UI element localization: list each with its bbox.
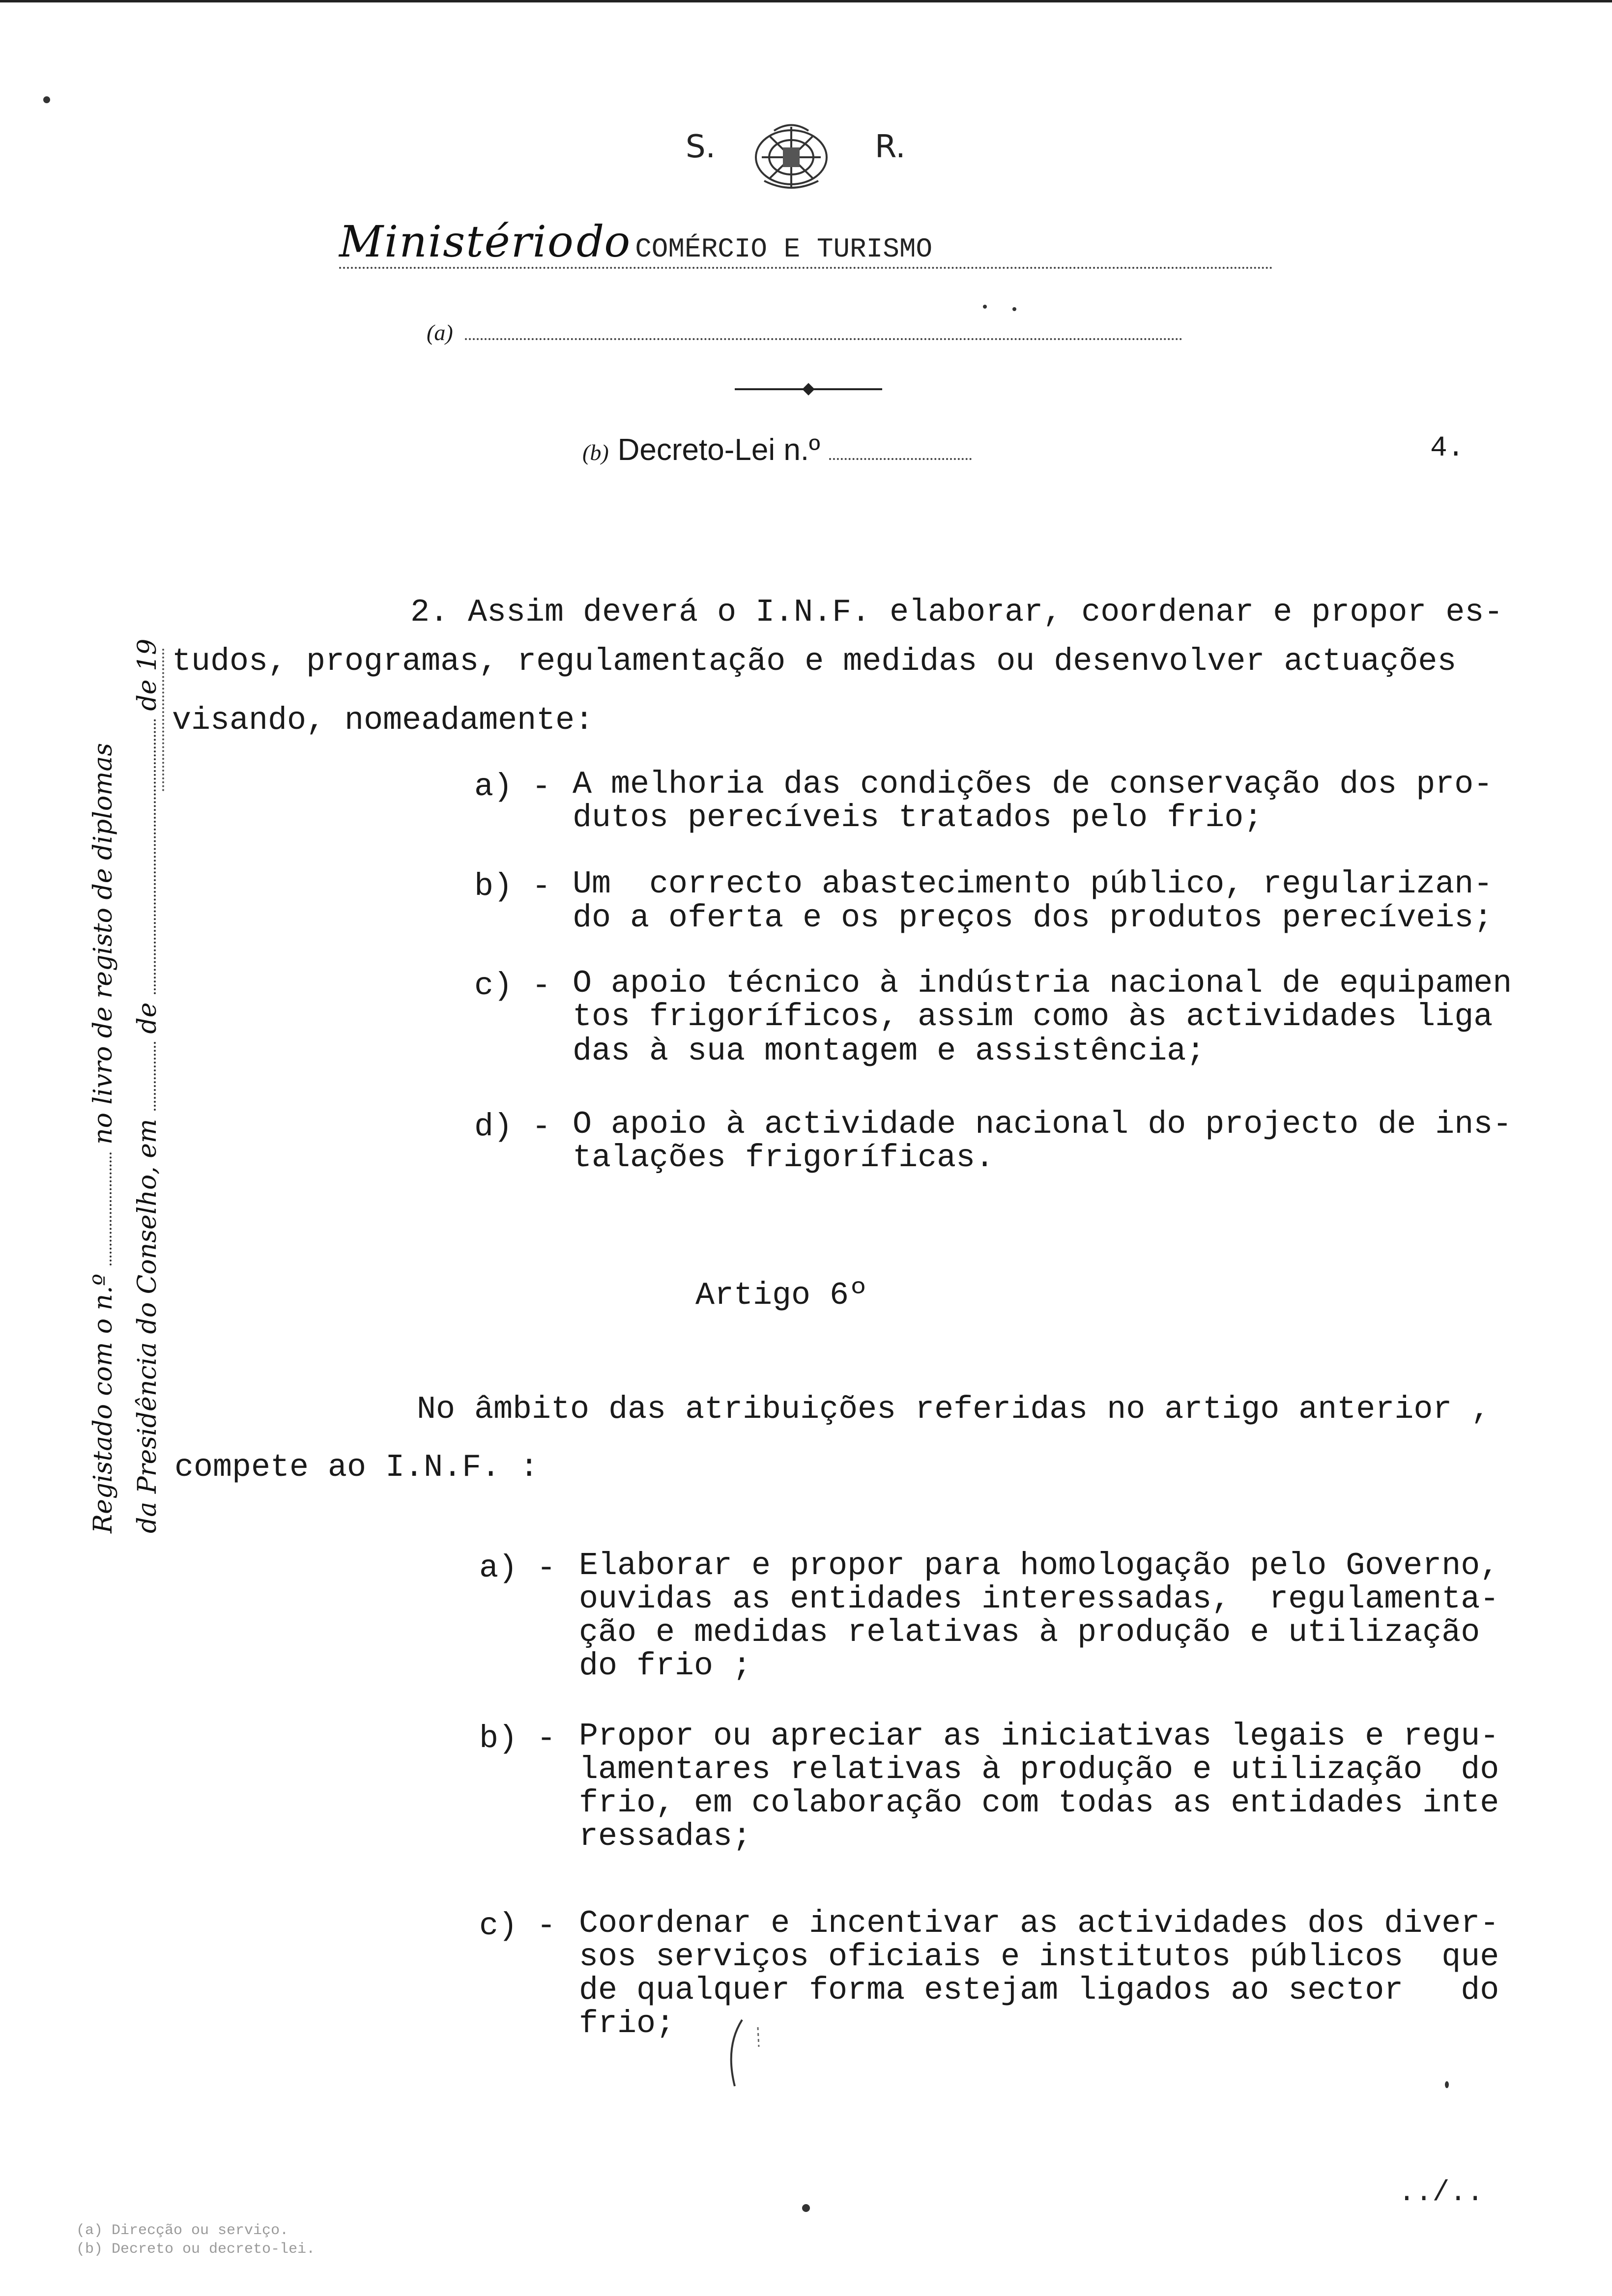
coat-of-arms-icon: [745, 117, 838, 196]
section2-line1: 2. Assim deverá o I.N.F. elaborar, coordenar e propor es-: [410, 594, 1503, 631]
footnote-a: (a) Direcção ou serviço.: [76, 2222, 289, 2239]
footnotes: [76, 2221, 315, 2259]
margin-row1: [88, 743, 118, 1533]
scan-speck: [1012, 307, 1016, 311]
margin-row1-b: no livro de registo de diplomas: [88, 743, 118, 1145]
top-border: [0, 0, 1612, 2]
label-a: (a): [427, 320, 453, 345]
art-item-a-label: a) -: [479, 1550, 556, 1586]
s2-item-c-line2: tos frigoríficos, assim como às actividades liga: [573, 999, 1493, 1035]
separator-diamond-icon: [802, 383, 814, 395]
s2-item-b-label: b) -: [474, 868, 551, 905]
page-number: 4.: [1430, 432, 1465, 464]
art-item-a-line4: do frio ;: [579, 1648, 752, 1684]
art-item-c-line3: de qualquer forma estejam ligados ao sector do: [579, 1972, 1499, 2009]
art-item-c-line2: sos serviços oficiais e institutos públicos que: [579, 1939, 1499, 1975]
ministry-word: Ministério: [339, 216, 575, 267]
art-item-c-label: c) -: [479, 1908, 556, 1944]
s2-item-d-label: d) -: [474, 1109, 551, 1145]
s2-item-c-line1: O apoio técnico à indústria nacional de equipamen: [573, 965, 1512, 1002]
s2-item-a-line1: A melhoria das condições de conservação dos pro-: [573, 766, 1493, 803]
margin-month-blank: [147, 719, 156, 994]
s-letter: S.: [686, 129, 716, 165]
section2-line2: tudos, programas, regulamentação e medidas ou desenvolver actuações: [172, 643, 1457, 680]
scan-speck: [1445, 2081, 1449, 2088]
continuation-mark: ../..: [1398, 2177, 1484, 2209]
s2-item-c-label: c) -: [474, 968, 551, 1004]
s2-item-d-line1: O apoio à actividade nacional do projecto de ins-: [573, 1106, 1512, 1143]
ministry-do: do: [576, 216, 631, 267]
s2-item-a-line2: dutos perecíveis tratados pelo frio;: [573, 800, 1263, 836]
scan-speck: [802, 2204, 810, 2212]
art-item-a-line1: Elaborar e propor para homologação pelo Governo,: [579, 1548, 1499, 1584]
artigo-intro-line2: compete ao I.N.F. :: [174, 1449, 539, 1486]
art-item-c-line4: frio;: [579, 2006, 675, 2042]
handwritten-bracket-mark: [722, 2017, 762, 2091]
margin-row2-c: de 19: [133, 638, 162, 711]
scan-speck: [983, 305, 987, 309]
footnote-b: (b) Decreto ou decreto-lei.: [76, 2241, 316, 2258]
margin-row2-b: de: [133, 1002, 162, 1034]
s2-item-b-line1: Um correcto abastecimento público, regularizan-: [573, 866, 1493, 902]
section2-line3: visando, nomeadamente:: [172, 702, 594, 739]
margin-row2: [133, 639, 162, 1533]
margin-row1-a: Registado com o n.º: [88, 1273, 118, 1533]
art-item-b-line3: frio, em colaboração com todas as entidades inte: [579, 1785, 1499, 1821]
s2-item-b-line2: do a oferta e os preços dos produtos perecíveis;: [573, 900, 1493, 936]
ministry-heading: [339, 216, 1273, 269]
art-item-c-line1: Coordenar e incentivar as actividades dos diver-: [579, 1905, 1499, 1942]
s2-item-d-line2: talações frigoríficas.: [573, 1140, 995, 1176]
artigo-intro-line1: No âmbito das atribuições referidas no artigo anterior ,: [417, 1391, 1491, 1428]
decreto-number-blank: [829, 448, 972, 460]
decreto-line: [582, 432, 972, 467]
s2-item-a-label: a) -: [474, 769, 551, 805]
s2-item-c-line3: das à sua montagem e assistência;: [573, 1033, 1206, 1069]
ministry-name: COMÉRCIO E TURISMO: [635, 233, 933, 265]
art-item-b-line1: Propor ou apreciar as iniciativas legais e regu-: [579, 1718, 1499, 1754]
art-item-b-line4: ressadas;: [579, 1818, 752, 1855]
art-item-b-label: b) -: [479, 1721, 556, 1757]
art-item-a-line2: ouvidas as entidades interessadas, regulamenta-: [579, 1581, 1499, 1617]
art-item-a-line3: ção e medidas relativas à produção e utilização: [579, 1614, 1480, 1651]
margin-day-blank: [147, 1042, 156, 1111]
label-b: (b): [582, 440, 609, 465]
decreto-label: Decreto-Lei n.º: [617, 433, 820, 467]
scan-speck: [43, 96, 50, 103]
art-item-b-line2: lamentares relativas à produção e utilização do: [579, 1751, 1499, 1788]
margin-registry: [69, 452, 172, 1533]
margin-number-blank: [103, 1152, 112, 1265]
service-line: [427, 319, 1193, 345]
artigo-title: Artigo 6º: [695, 1277, 868, 1314]
service-blank: [465, 323, 1182, 340]
r-letter: R.: [875, 129, 906, 165]
margin-row2-a: da Presidência do Conselho, em: [133, 1119, 162, 1533]
